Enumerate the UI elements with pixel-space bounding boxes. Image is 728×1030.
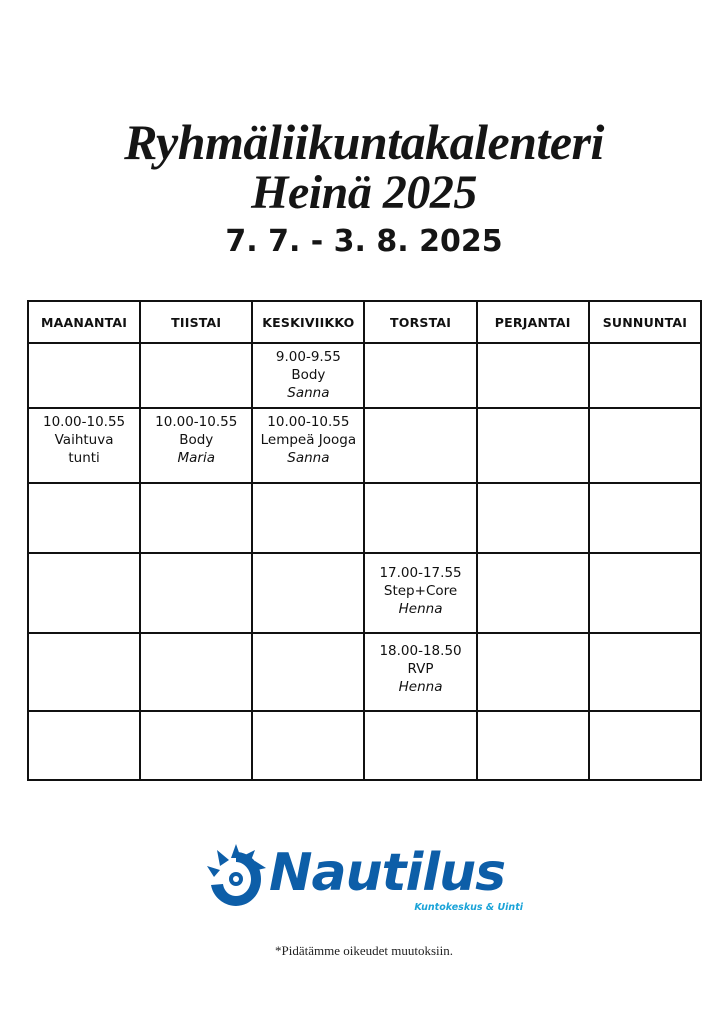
- class-name: Lempeä Jooga: [260, 432, 357, 448]
- empty-cell: [477, 553, 589, 633]
- day-header: KESKIVIIKKO: [252, 301, 364, 343]
- class-time: 18.00-18.50: [379, 643, 462, 659]
- class-teacher: Henna: [398, 679, 443, 695]
- empty-cell: [589, 483, 701, 553]
- empty-cell: [28, 483, 140, 553]
- class-cell: [252, 408, 364, 483]
- day-header: PERJANTAI: [477, 301, 589, 343]
- class-teacher: Sanna: [287, 450, 330, 466]
- nautilus-shell-icon: [205, 844, 267, 914]
- empty-cell: [364, 343, 476, 408]
- empty-cell: [477, 483, 589, 553]
- empty-cell: [252, 483, 364, 553]
- day-header: MAANANTAI: [28, 301, 140, 343]
- empty-cell: [140, 483, 252, 553]
- class-name: Vaihtuva tunti: [54, 432, 114, 466]
- empty-cell: [589, 553, 701, 633]
- day-header: TIISTAI: [140, 301, 252, 343]
- empty-cell: [589, 633, 701, 711]
- class-name: Body: [291, 367, 326, 383]
- empty-cell: [140, 553, 252, 633]
- empty-cell: [28, 711, 140, 780]
- footnote: *Pidätämme oikeudet muutoksiin.: [274, 943, 453, 958]
- empty-cell: [589, 408, 701, 483]
- empty-cell: [477, 633, 589, 711]
- class-name: Body: [179, 432, 214, 448]
- class-time: 9.00-9.55: [275, 349, 341, 365]
- class-teacher: Maria: [177, 450, 215, 466]
- empty-cell: [252, 711, 364, 780]
- table-row: [28, 483, 701, 553]
- empty-cell: [477, 343, 589, 408]
- class-teacher: Henna: [398, 601, 443, 617]
- header-row: [28, 301, 701, 343]
- empty-cell: [28, 633, 140, 711]
- class-time: 17.00-17.55: [379, 565, 462, 581]
- class-cell: [28, 408, 140, 483]
- table-row: [28, 633, 701, 711]
- empty-cell: [477, 711, 589, 780]
- empty-cell: [28, 343, 140, 408]
- empty-cell: [140, 633, 252, 711]
- empty-cell: [477, 408, 589, 483]
- empty-cell: [252, 553, 364, 633]
- table-row: [28, 408, 701, 483]
- table-row: [28, 553, 701, 633]
- table-row: [28, 711, 701, 780]
- nautilus-logo: [205, 840, 525, 930]
- class-teacher: Sanna: [287, 385, 330, 401]
- date-range: 7. 7. - 3. 8. 2025: [225, 224, 503, 259]
- empty-cell: [252, 633, 364, 711]
- empty-cell: [364, 483, 476, 553]
- class-cell: [140, 408, 252, 483]
- empty-cell: [364, 408, 476, 483]
- class-time: 10.00-10.55: [155, 414, 238, 430]
- logo-wordmark: Nautilus: [269, 843, 506, 903]
- empty-cell: [140, 343, 252, 408]
- empty-cell: [140, 711, 252, 780]
- table-row: [28, 343, 701, 408]
- month-title: Heinä 2025: [251, 166, 477, 219]
- day-header: TORSTAI: [364, 301, 476, 343]
- day-header: SUNNUNTAI: [589, 301, 701, 343]
- empty-cell: [28, 553, 140, 633]
- empty-cell: [364, 711, 476, 780]
- class-cell: [364, 553, 476, 633]
- calendar-title: Ryhmäliikuntakalenteri: [124, 114, 604, 170]
- logo-tagline: Kuntokeskus & Uinti: [414, 902, 523, 913]
- class-time: 10.00-10.55: [267, 414, 350, 430]
- class-time: 10.00-10.55: [42, 414, 126, 430]
- class-cell: [364, 633, 476, 711]
- schedule-table: [27, 300, 702, 781]
- empty-cell: [589, 711, 701, 780]
- class-name: RVP: [407, 661, 434, 677]
- empty-cell: [589, 343, 701, 408]
- class-name: Step+Core: [383, 583, 458, 599]
- class-cell: [252, 343, 364, 408]
